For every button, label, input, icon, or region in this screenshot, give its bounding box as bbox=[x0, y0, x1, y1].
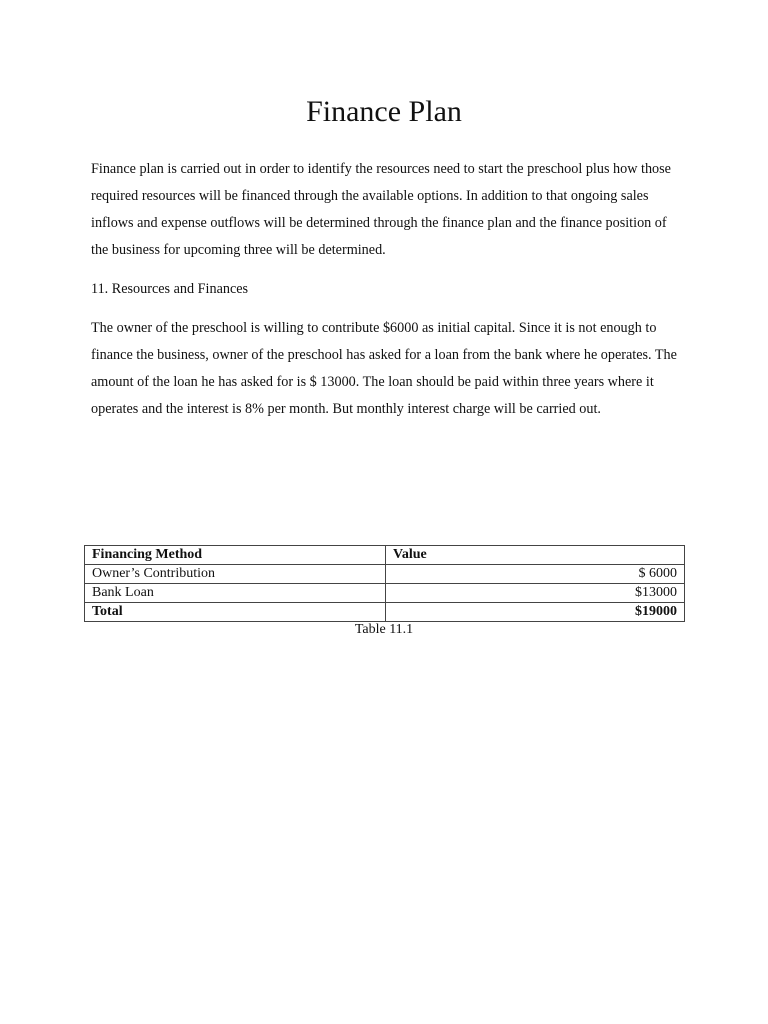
table-row bbox=[85, 584, 685, 603]
total-label: Total bbox=[85, 603, 386, 622]
total-value: $19000 bbox=[386, 603, 685, 622]
row-value: $13000 bbox=[386, 584, 685, 603]
table-header-row bbox=[85, 546, 685, 565]
row-value: $ 6000 bbox=[386, 565, 685, 584]
section-paragraph: The owner of the preschool is willing to contribute $6000 as initial capital. Since it is not enough to finance the business, owner of the preschool has asked for a loan from the bank where he operates. The amount of the loan he has asked for is $ 13000. The loan should be paid within three years where it operates and the interest is 8% per month. But monthly interest charge will be carried out. bbox=[91, 320, 677, 417]
table-total-row bbox=[85, 603, 685, 622]
intro-paragraph: Finance plan is carried out in order to identify the resources need to start the preschool plus how those required resources will be financed through the available options. In addition to that ongoing sales inflows and expense outflows will be determined through the finance plan and the finance position of the business for upcoming three will be determined. bbox=[91, 161, 671, 258]
header-financing-method: Financing Method bbox=[85, 546, 386, 565]
row-label: Owner’s Contribution bbox=[85, 565, 386, 584]
table-row bbox=[85, 565, 685, 584]
page-title: Finance Plan bbox=[306, 95, 462, 128]
header-value: Value bbox=[386, 546, 685, 565]
financing-table bbox=[84, 545, 685, 622]
section-heading: 11. Resources and Finances bbox=[91, 281, 249, 297]
row-label: Bank Loan bbox=[85, 584, 386, 603]
table-caption: Table 11.1 bbox=[354, 622, 414, 637]
